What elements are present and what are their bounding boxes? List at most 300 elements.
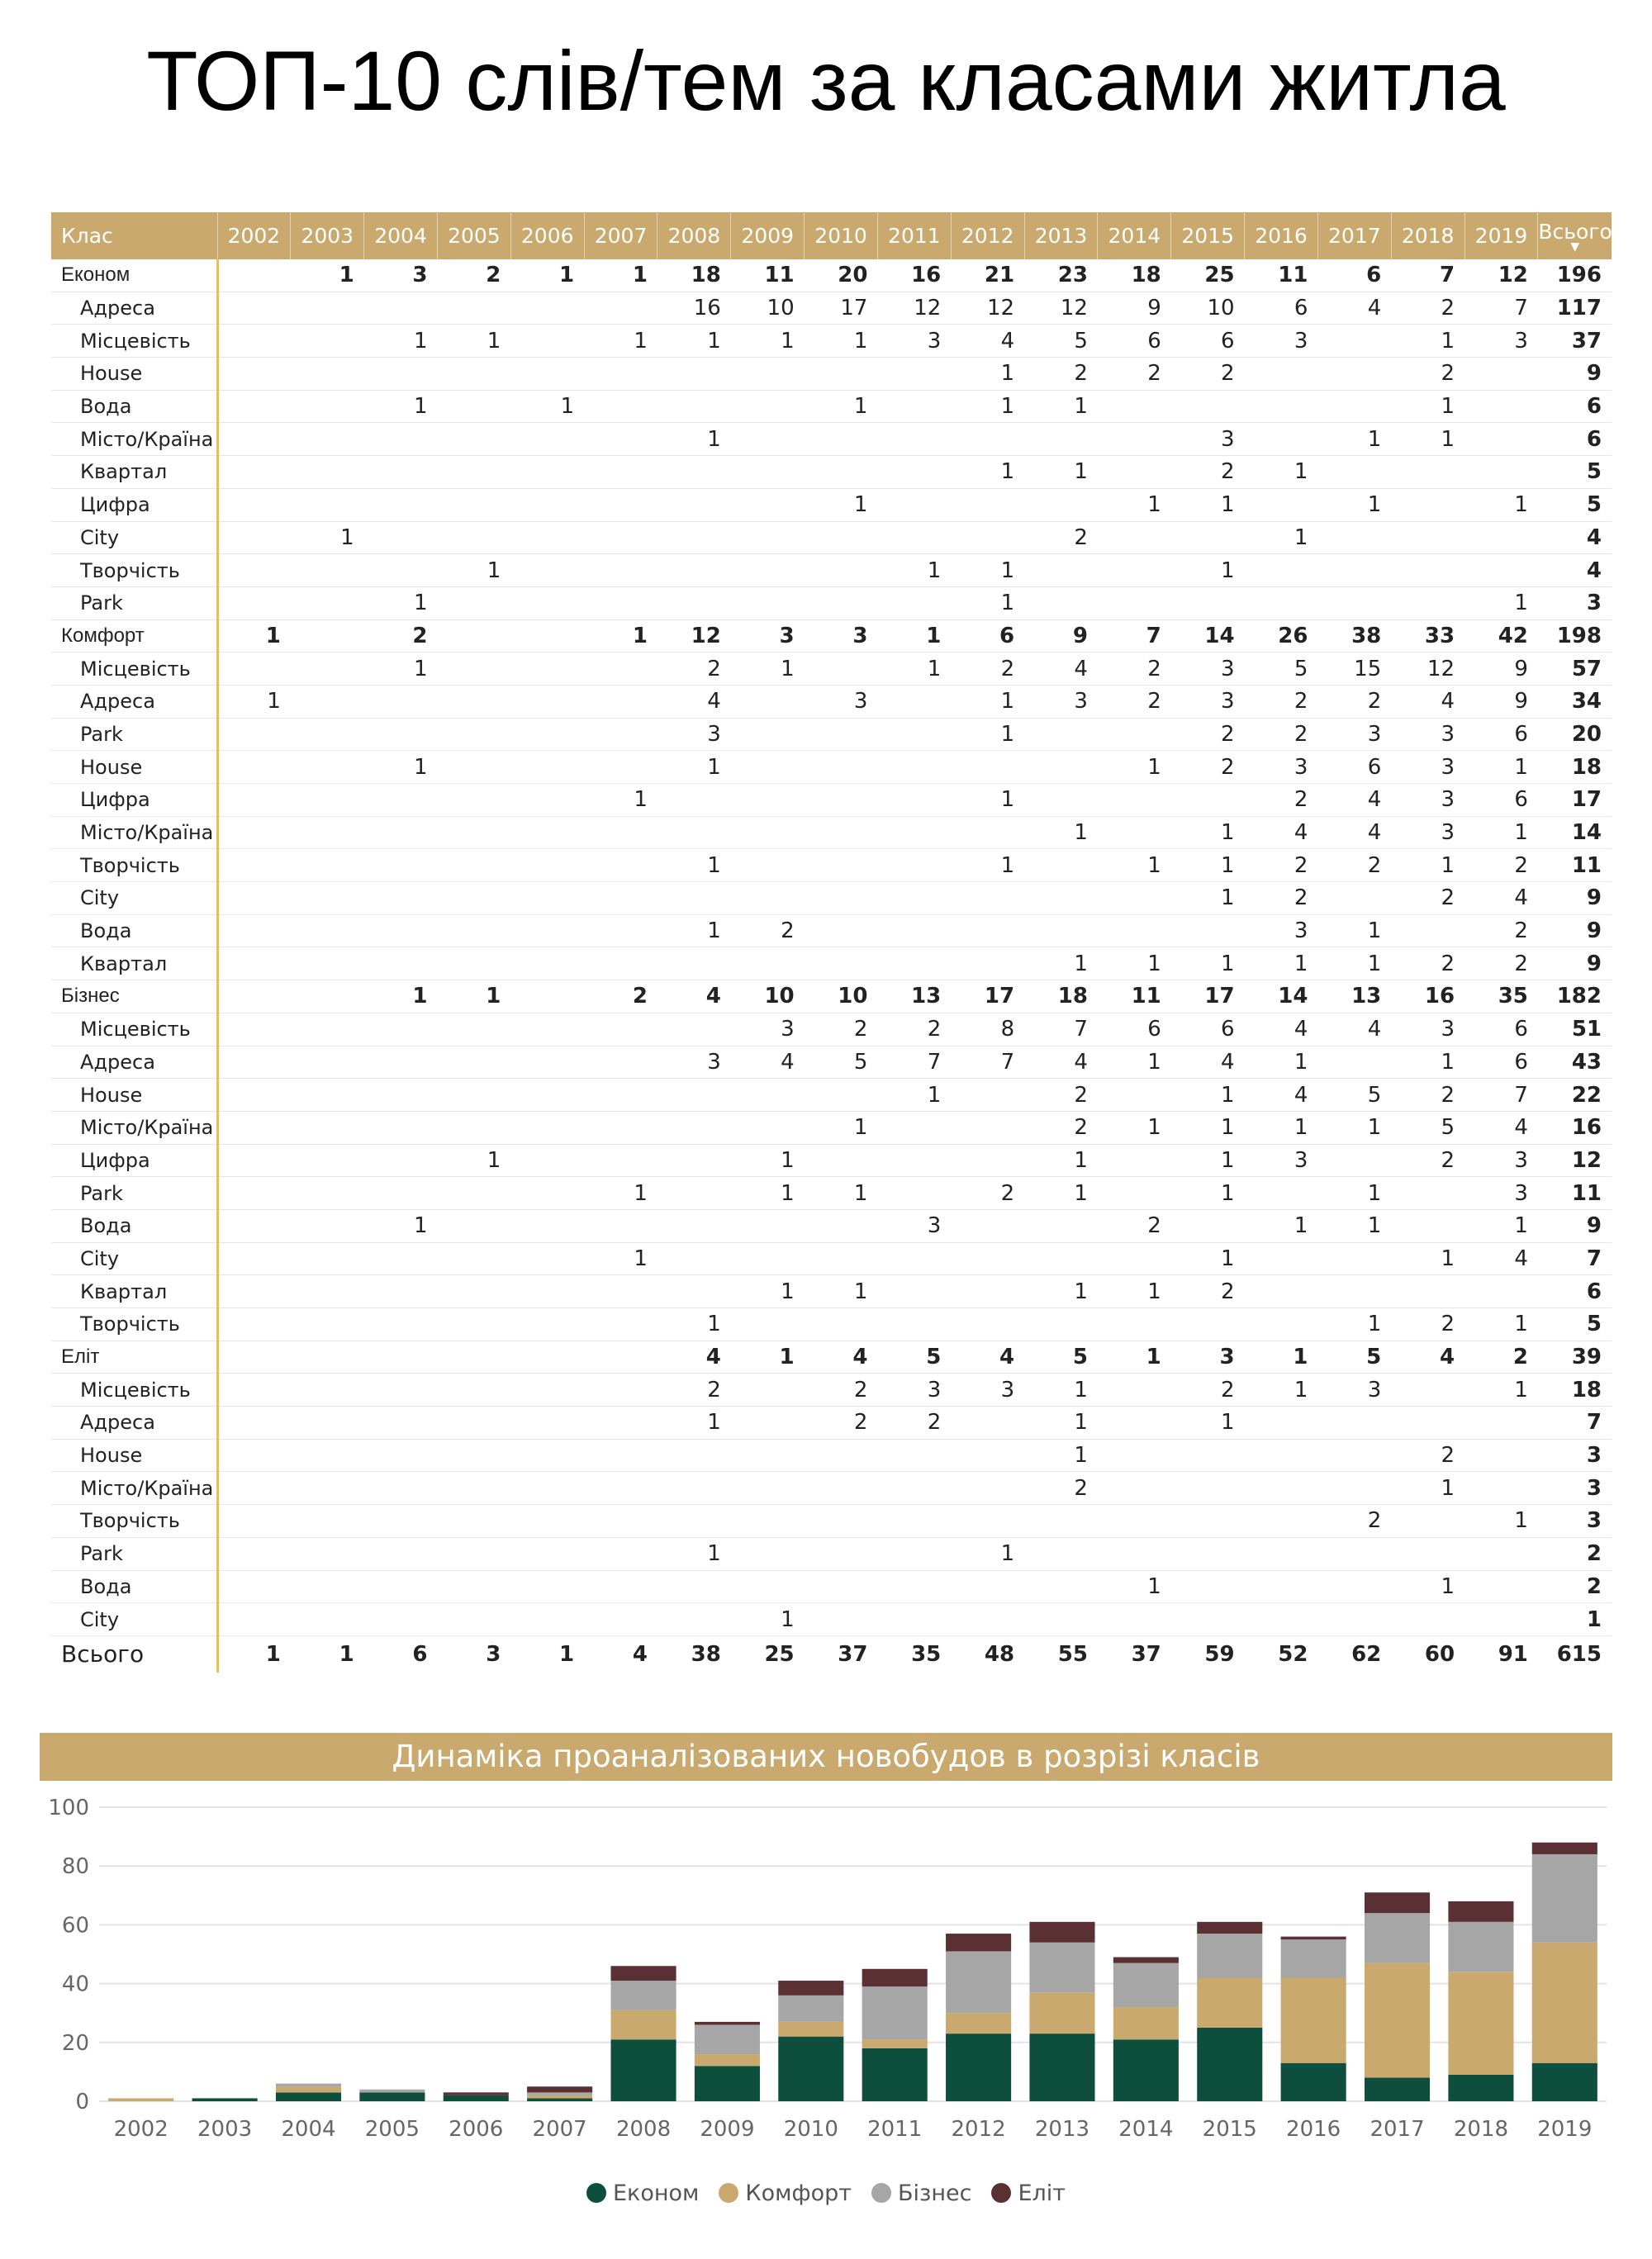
cell-value: 1 bbox=[731, 1275, 805, 1308]
cell-value: 1 bbox=[1245, 1111, 1318, 1144]
bar-segment bbox=[778, 1981, 843, 1996]
cell-value bbox=[1098, 586, 1171, 619]
cell-value bbox=[437, 914, 510, 947]
cell-value bbox=[805, 1603, 878, 1636]
cell-value: 1 bbox=[951, 586, 1024, 619]
cell-value bbox=[877, 1275, 951, 1308]
bar-segment bbox=[946, 1934, 1011, 1951]
cell-value bbox=[584, 1308, 657, 1341]
cell-value: 1 bbox=[1245, 1209, 1318, 1242]
cell-value bbox=[217, 849, 291, 882]
cell-value: 3 bbox=[1171, 423, 1245, 456]
row-label: House bbox=[51, 751, 217, 784]
cell-value bbox=[657, 1177, 731, 1210]
bar-segment bbox=[1365, 2078, 1430, 2101]
cell-value bbox=[1024, 488, 1098, 521]
group-row[interactable] bbox=[51, 259, 1612, 292]
cell-value bbox=[217, 488, 291, 521]
row-label: Park bbox=[51, 1177, 217, 1210]
row-total: 5 bbox=[1538, 1308, 1612, 1341]
cell-value bbox=[1391, 1275, 1464, 1308]
cell-value bbox=[731, 1439, 805, 1472]
cell-value: 2 bbox=[1317, 849, 1391, 882]
cell-value bbox=[291, 619, 364, 653]
cell-value bbox=[510, 1275, 584, 1308]
cell-value: 10 bbox=[731, 292, 805, 325]
cell-value bbox=[1245, 586, 1318, 619]
cell-value bbox=[584, 1275, 657, 1308]
cell-value bbox=[584, 586, 657, 619]
cell-value: 9 bbox=[1464, 653, 1538, 686]
cell-value: 1 bbox=[584, 259, 657, 292]
cell-value: 52 bbox=[1278, 1641, 1308, 1667]
legend-item[interactable] bbox=[719, 2181, 852, 2206]
cell-value: 1 bbox=[657, 1407, 731, 1440]
cell-value bbox=[1098, 1144, 1171, 1177]
cell-value bbox=[291, 980, 364, 1013]
cell-value: 2 bbox=[1245, 849, 1318, 882]
cell-value bbox=[731, 685, 805, 718]
cell-value bbox=[510, 1111, 584, 1144]
cell-value bbox=[951, 914, 1024, 947]
cell-value bbox=[217, 1079, 291, 1112]
cell-value: 20 bbox=[805, 259, 878, 292]
cell-value bbox=[1317, 390, 1391, 423]
cell-value bbox=[364, 784, 438, 817]
cell-value: 62 bbox=[1351, 1641, 1382, 1667]
cell-value: 1 bbox=[1464, 816, 1538, 849]
cell-value bbox=[364, 1242, 438, 1275]
cell-value bbox=[731, 1374, 805, 1407]
cell-value bbox=[951, 882, 1024, 915]
cell-value bbox=[1464, 423, 1538, 456]
row-label: House bbox=[51, 358, 217, 391]
cell-value: 2 bbox=[1391, 292, 1464, 325]
cell-value: 5 bbox=[1024, 325, 1098, 358]
cell-value bbox=[584, 718, 657, 751]
cell-value: 2 bbox=[1171, 751, 1245, 784]
table-row bbox=[51, 751, 1612, 784]
row-label: Економ bbox=[51, 259, 217, 292]
cell-value bbox=[657, 784, 731, 817]
cell-value bbox=[1464, 1472, 1538, 1505]
cell-value bbox=[657, 1242, 731, 1275]
bar-segment bbox=[1029, 1992, 1094, 2034]
cell-value bbox=[364, 1177, 438, 1210]
cell-value bbox=[1317, 586, 1391, 619]
cell-value: 1 bbox=[1098, 1570, 1171, 1603]
cell-value bbox=[731, 849, 805, 882]
cell-value bbox=[877, 456, 951, 489]
cell-value bbox=[951, 816, 1024, 849]
cell-value bbox=[217, 1570, 291, 1603]
cell-value bbox=[1464, 1407, 1538, 1440]
bar-segment bbox=[1281, 1939, 1346, 1977]
cell-value bbox=[584, 751, 657, 784]
cell-value bbox=[951, 521, 1024, 554]
legend-item[interactable] bbox=[991, 2181, 1066, 2206]
legend-item[interactable] bbox=[586, 2181, 699, 2206]
cell-value: 1 bbox=[1464, 586, 1538, 619]
cell-value: 4 bbox=[657, 1341, 731, 1374]
cell-value bbox=[510, 1177, 584, 1210]
cell-value bbox=[731, 947, 805, 980]
cell-value: 1 bbox=[657, 1537, 731, 1570]
cell-value: 2 bbox=[437, 259, 510, 292]
cell-value bbox=[877, 816, 951, 849]
cell-value bbox=[1098, 1472, 1171, 1505]
cell-value: 1 bbox=[1245, 456, 1318, 489]
cell-value bbox=[291, 488, 364, 521]
row-label: City bbox=[51, 521, 217, 554]
row-label: Квартал bbox=[51, 456, 217, 489]
cell-value bbox=[877, 1537, 951, 1570]
cell-value bbox=[291, 653, 364, 686]
cell-value bbox=[364, 1275, 438, 1308]
cell-value bbox=[1024, 1308, 1098, 1341]
cell-value bbox=[1317, 1570, 1391, 1603]
x-tick-label: 2006 bbox=[449, 2117, 504, 2142]
cell-value bbox=[510, 423, 584, 456]
cell-value bbox=[1464, 456, 1538, 489]
cell-value bbox=[1171, 1209, 1245, 1242]
cell-value: 18 bbox=[1098, 259, 1171, 292]
cell-value bbox=[510, 914, 584, 947]
cell-value bbox=[217, 1374, 291, 1407]
cell-value bbox=[877, 784, 951, 817]
cell-value bbox=[951, 751, 1024, 784]
cell-value bbox=[291, 784, 364, 817]
cell-value: 1 bbox=[731, 653, 805, 686]
cell-value bbox=[657, 882, 731, 915]
cell-value bbox=[510, 653, 584, 686]
cell-value: 1 bbox=[1098, 488, 1171, 521]
cell-value: 3 bbox=[877, 1209, 951, 1242]
legend-label: Комфорт bbox=[745, 2181, 852, 2206]
table-row bbox=[51, 423, 1612, 456]
cell-value bbox=[1171, 390, 1245, 423]
cell-value: 1 bbox=[805, 325, 878, 358]
cell-value bbox=[291, 882, 364, 915]
cell-value bbox=[437, 1242, 510, 1275]
cell-value bbox=[657, 947, 731, 980]
cell-value bbox=[1098, 423, 1171, 456]
cell-value bbox=[437, 1341, 510, 1374]
cell-value bbox=[1024, 1537, 1098, 1570]
cell-value bbox=[437, 1275, 510, 1308]
cell-value: 1 bbox=[1171, 947, 1245, 980]
cell-value bbox=[1391, 1603, 1464, 1636]
cell-value bbox=[1171, 1439, 1245, 1472]
row-label: Місто/Країна bbox=[51, 1472, 217, 1505]
row-label: Адреса bbox=[51, 1407, 217, 1440]
cell-value bbox=[1171, 1472, 1245, 1505]
cell-value bbox=[291, 1407, 364, 1440]
cell-value bbox=[291, 718, 364, 751]
cell-value bbox=[1098, 1537, 1171, 1570]
cell-value bbox=[805, 1242, 878, 1275]
cell-value bbox=[1098, 1439, 1171, 1472]
legend-swatch-icon bbox=[586, 2183, 606, 2203]
cell-value bbox=[877, 1242, 951, 1275]
cell-value bbox=[1391, 554, 1464, 587]
cell-value: 1 bbox=[437, 980, 510, 1013]
cell-value bbox=[584, 1209, 657, 1242]
cell-value: 1 bbox=[1171, 816, 1245, 849]
cell-value bbox=[437, 521, 510, 554]
cell-value: 1 bbox=[1024, 1177, 1098, 1210]
cell-value: 9 bbox=[1024, 619, 1098, 653]
cell-value bbox=[217, 586, 291, 619]
header-year: 2016 bbox=[1245, 212, 1318, 259]
row-label: Місцевість bbox=[51, 325, 217, 358]
cell-value: 3 bbox=[1171, 1341, 1245, 1374]
bar-segment bbox=[695, 2024, 760, 2054]
cell-value bbox=[437, 849, 510, 882]
cell-value bbox=[291, 751, 364, 784]
cell-value: 7 bbox=[877, 1046, 951, 1079]
cell-value bbox=[437, 1046, 510, 1079]
header-year: 2002 bbox=[217, 212, 291, 259]
row-label: Місто/Країна bbox=[51, 423, 217, 456]
cell-value: 4 bbox=[1245, 1013, 1318, 1046]
cell-value: 2 bbox=[1245, 685, 1318, 718]
cell-value bbox=[1245, 1308, 1318, 1341]
cell-value: 26 bbox=[1245, 619, 1318, 653]
bar-segment bbox=[695, 2022, 760, 2025]
header-total-label: Всього bbox=[1538, 220, 1612, 244]
cell-value bbox=[584, 947, 657, 980]
x-tick-label: 2018 bbox=[1453, 2117, 1509, 2142]
cell-value bbox=[291, 685, 364, 718]
group-row[interactable] bbox=[51, 1341, 1612, 1374]
cell-value bbox=[217, 882, 291, 915]
cell-value bbox=[731, 554, 805, 587]
table-row bbox=[51, 488, 1612, 521]
cell-value: 17 bbox=[1171, 980, 1245, 1013]
cell-value: 3 bbox=[1317, 1374, 1391, 1407]
cell-value: 2 bbox=[1317, 685, 1391, 718]
cell-value bbox=[1171, 1505, 1245, 1538]
cell-value bbox=[1245, 488, 1318, 521]
group-row[interactable] bbox=[51, 619, 1612, 653]
row-label: House bbox=[51, 1079, 217, 1112]
cell-value bbox=[731, 390, 805, 423]
cell-value: 1 bbox=[1245, 1341, 1318, 1374]
cell-value bbox=[657, 358, 731, 391]
cell-value bbox=[291, 816, 364, 849]
cell-value bbox=[657, 1144, 731, 1177]
cell-value: 3 bbox=[805, 685, 878, 718]
row-total: 22 bbox=[1538, 1079, 1612, 1112]
cell-value bbox=[877, 390, 951, 423]
cell-value bbox=[731, 488, 805, 521]
cell-value: 1 bbox=[805, 1275, 878, 1308]
cell-value bbox=[217, 1111, 291, 1144]
bar-segment bbox=[1281, 1937, 1346, 1940]
header-year: 2006 bbox=[510, 212, 584, 259]
cell-value: 1 bbox=[1464, 1374, 1538, 1407]
cell-value bbox=[437, 1603, 510, 1636]
cell-value: 1 bbox=[1024, 816, 1098, 849]
cell-value: 1 bbox=[1171, 1144, 1245, 1177]
cell-value bbox=[1317, 521, 1391, 554]
header-total[interactable] bbox=[1538, 212, 1612, 259]
bar-segment bbox=[1029, 1922, 1094, 1943]
cell-value bbox=[877, 849, 951, 882]
cell-value bbox=[877, 1308, 951, 1341]
cell-value bbox=[1098, 914, 1171, 947]
cell-value bbox=[1317, 1472, 1391, 1505]
cell-value bbox=[584, 1111, 657, 1144]
cell-value: 7 bbox=[1098, 619, 1171, 653]
cell-value bbox=[1391, 914, 1464, 947]
cell-value: 1 bbox=[1245, 1374, 1318, 1407]
cell-value bbox=[1464, 554, 1538, 587]
cell-value: 18 bbox=[1024, 980, 1098, 1013]
cell-value bbox=[1098, 456, 1171, 489]
row-label: Цифра bbox=[51, 1144, 217, 1177]
cell-value bbox=[951, 1275, 1024, 1308]
cell-value: 1 bbox=[217, 619, 291, 653]
cell-value bbox=[217, 1209, 291, 1242]
cell-value bbox=[805, 1308, 878, 1341]
cell-value bbox=[731, 1111, 805, 1144]
cell-value: 1 bbox=[1391, 1570, 1464, 1603]
cell-value bbox=[510, 849, 584, 882]
table-row bbox=[51, 1603, 1612, 1636]
table-row bbox=[51, 849, 1612, 882]
row-total: 34 bbox=[1538, 685, 1612, 718]
cell-value bbox=[877, 1439, 951, 1472]
row-label: Park bbox=[51, 586, 217, 619]
bar-segment bbox=[444, 2095, 509, 2101]
cell-value: 3 bbox=[1245, 751, 1318, 784]
row-total: 12 bbox=[1538, 1144, 1612, 1177]
cell-value bbox=[805, 358, 878, 391]
cell-value bbox=[291, 914, 364, 947]
legend-label: Бізнес bbox=[897, 2181, 972, 2206]
cell-value: 4 bbox=[1171, 1046, 1245, 1079]
cell-value: 2 bbox=[1391, 1439, 1464, 1472]
cell-value bbox=[291, 292, 364, 325]
row-total: 39 bbox=[1538, 1341, 1612, 1374]
cell-value: 7 bbox=[1024, 1013, 1098, 1046]
bar-segment bbox=[778, 2037, 843, 2101]
cell-value bbox=[805, 423, 878, 456]
bar-segment bbox=[862, 1969, 928, 1986]
header-year: 2017 bbox=[1317, 212, 1391, 259]
legend-swatch-icon bbox=[871, 2183, 891, 2203]
row-total: 57 bbox=[1538, 653, 1612, 686]
cell-value bbox=[657, 1275, 731, 1308]
cell-value: 1 bbox=[1171, 849, 1245, 882]
cell-value: 1 bbox=[951, 784, 1024, 817]
bar-segment bbox=[1448, 1901, 1513, 1922]
cell-value: 16 bbox=[657, 292, 731, 325]
cell-value bbox=[364, 849, 438, 882]
bar-segment bbox=[527, 2086, 592, 2092]
cell-value bbox=[805, 1144, 878, 1177]
cell-value: 12 bbox=[1024, 292, 1098, 325]
cell-value bbox=[731, 1308, 805, 1341]
cell-value bbox=[584, 488, 657, 521]
cell-value: 1 bbox=[1171, 488, 1245, 521]
cell-value bbox=[217, 980, 291, 1013]
cell-value bbox=[951, 947, 1024, 980]
cell-value bbox=[805, 1472, 878, 1505]
row-total: 16 bbox=[1538, 1111, 1612, 1144]
cell-value: 2 bbox=[1024, 1472, 1098, 1505]
cell-value bbox=[437, 1308, 510, 1341]
group-row[interactable] bbox=[51, 980, 1612, 1013]
row-total: 2 bbox=[1538, 1570, 1612, 1603]
x-tick-label: 2015 bbox=[1202, 2117, 1257, 2142]
cell-value bbox=[1024, 914, 1098, 947]
cell-value bbox=[805, 914, 878, 947]
cell-value: 1 bbox=[951, 1537, 1024, 1570]
cell-value bbox=[951, 1505, 1024, 1538]
cell-value: 17 bbox=[805, 292, 878, 325]
cell-value bbox=[584, 1537, 657, 1570]
legend-item[interactable] bbox=[871, 2181, 972, 2206]
cell-value bbox=[510, 1341, 584, 1374]
bar-segment bbox=[444, 2092, 509, 2095]
cell-value bbox=[1245, 1439, 1318, 1472]
cell-value bbox=[217, 554, 291, 587]
cell-value bbox=[805, 554, 878, 587]
row-total: 3 bbox=[1538, 1439, 1612, 1472]
row-total: 6 bbox=[1538, 423, 1612, 456]
cell-value: 12 bbox=[877, 292, 951, 325]
bar-segment bbox=[610, 1966, 676, 1981]
row-total: 5 bbox=[1538, 488, 1612, 521]
cell-value bbox=[951, 1144, 1024, 1177]
header-year: 2012 bbox=[951, 212, 1024, 259]
cell-value bbox=[877, 751, 951, 784]
cell-value bbox=[1024, 882, 1098, 915]
cell-value bbox=[364, 1570, 438, 1603]
cell-value: 3 bbox=[364, 259, 438, 292]
cell-value: 25 bbox=[1171, 259, 1245, 292]
table-body bbox=[51, 259, 1612, 1673]
cell-value bbox=[291, 947, 364, 980]
cell-value bbox=[217, 1275, 291, 1308]
cell-value: 6 bbox=[1098, 325, 1171, 358]
row-label: Park bbox=[51, 1537, 217, 1570]
cell-value bbox=[1098, 816, 1171, 849]
cell-value bbox=[1391, 1505, 1464, 1538]
row-label: Місто/Країна bbox=[51, 816, 217, 849]
chart-legend bbox=[0, 2181, 1652, 2206]
cell-value: 2 bbox=[805, 1407, 878, 1440]
row-label: Вода bbox=[51, 1570, 217, 1603]
cell-value bbox=[951, 1308, 1024, 1341]
cell-value bbox=[291, 554, 364, 587]
cell-value: 2 bbox=[1024, 358, 1098, 391]
cell-value bbox=[437, 685, 510, 718]
cell-value: 3 bbox=[1317, 718, 1391, 751]
row-label: Місцевість bbox=[51, 653, 217, 686]
row-total: 9 bbox=[1538, 358, 1612, 391]
cell-value bbox=[510, 1537, 584, 1570]
cell-value bbox=[1317, 456, 1391, 489]
cell-value bbox=[1464, 1570, 1538, 1603]
cell-value bbox=[877, 586, 951, 619]
cell-value bbox=[217, 784, 291, 817]
cell-value: 2 bbox=[1245, 882, 1318, 915]
cell-value bbox=[510, 1209, 584, 1242]
